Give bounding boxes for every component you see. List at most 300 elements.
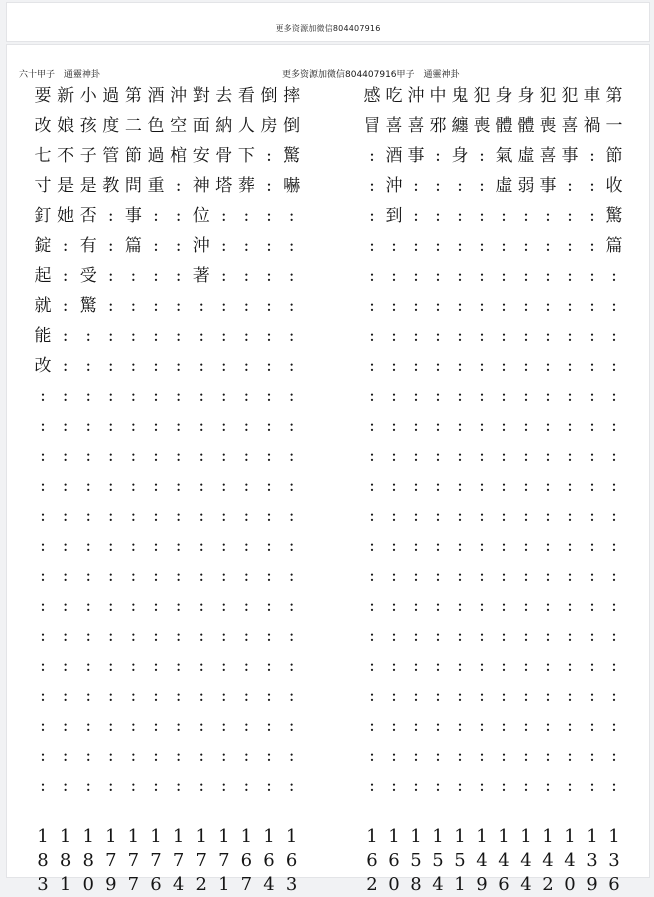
leader-dots: :: [501, 686, 507, 706]
leader-dots: :: [523, 446, 529, 466]
top-banner: [6, 2, 650, 42]
leader-dots: :: [545, 506, 551, 526]
leader-dots: :: [501, 236, 507, 256]
leader-dots: :: [288, 686, 295, 706]
leader-dots: :: [611, 296, 617, 316]
leader-dots: :: [243, 296, 250, 316]
leader-dots: :: [369, 746, 375, 766]
leader-dots: :: [153, 386, 159, 406]
leader-dots: :: [391, 566, 397, 586]
leader-dots: :: [501, 596, 507, 616]
right-toc-entry: [582, 81, 602, 897]
leader-dots: :: [220, 326, 227, 346]
toc-char: 改: [34, 356, 52, 376]
leader-dots: :: [567, 566, 573, 586]
leader-dots: :: [391, 716, 397, 736]
leader-dots: :: [243, 746, 250, 766]
right-section-title: 甲子: [396, 70, 415, 80]
leader-dots: :: [266, 236, 272, 256]
leader-dots: :: [369, 146, 375, 166]
toc-char: 是: [79, 176, 97, 196]
leader-dots: :: [40, 626, 46, 646]
leader-dots: :: [545, 236, 551, 256]
toc-char: 收: [605, 176, 623, 196]
leader-dots: :: [611, 626, 617, 646]
toc-char: 驚: [605, 206, 623, 226]
toc-char: 驚: [79, 296, 97, 316]
left-toc-entry: [259, 81, 279, 897]
leader-dots: :: [266, 596, 272, 616]
leader-dots: :: [391, 236, 397, 256]
leader-dots: :: [243, 416, 250, 436]
leader-dots: :: [288, 296, 295, 316]
leader-dots: :: [175, 596, 182, 616]
leader-dots: :: [107, 446, 114, 466]
toc-char: 驚: [283, 146, 301, 166]
toc-char: 是: [57, 176, 75, 196]
toc-char: 事: [124, 206, 142, 226]
leader-dots: :: [479, 596, 485, 616]
leader-dots: :: [266, 176, 272, 196]
page-number: 1 7 7: [127, 826, 140, 895]
leader-dots: :: [153, 566, 159, 586]
leader-dots: :: [567, 206, 573, 226]
leader-dots: :: [243, 776, 250, 796]
leader-dots: :: [107, 506, 114, 526]
leader-dots: :: [457, 686, 463, 706]
leader-dots: :: [369, 326, 375, 346]
left-toc-entry: [33, 81, 53, 897]
leader-dots: :: [369, 566, 375, 586]
leader-dots: :: [175, 656, 182, 676]
leader-dots: :: [567, 686, 573, 706]
leader-dots: :: [413, 536, 419, 556]
leader-dots: :: [220, 686, 227, 706]
toc-char: 虛: [517, 146, 535, 166]
leader-dots: :: [413, 656, 419, 676]
leader-dots: :: [501, 656, 507, 676]
leader-dots: :: [479, 746, 485, 766]
leader-dots: :: [62, 776, 69, 796]
leader-dots: :: [220, 296, 227, 316]
leader-dots: :: [220, 746, 227, 766]
page-number: 1 6 2: [366, 826, 378, 895]
leader-dots: :: [198, 506, 205, 526]
leader-dots: :: [153, 686, 159, 706]
leader-dots: :: [567, 506, 573, 526]
leader-dots: :: [220, 506, 227, 526]
leader-dots: :: [413, 686, 419, 706]
leader-dots: :: [589, 236, 595, 256]
leader-dots: :: [611, 416, 617, 436]
left-toc-entry: [169, 81, 189, 897]
left-toc-entry: [101, 81, 121, 897]
leader-dots: :: [369, 506, 375, 526]
leader-dots: :: [479, 296, 485, 316]
leader-dots: :: [589, 686, 595, 706]
leader-dots: :: [413, 746, 419, 766]
toc-char: 身: [495, 86, 513, 106]
right-watermark: 更多资源加微信804407916: [282, 70, 397, 80]
right-toc-entry: [538, 81, 558, 897]
leader-dots: :: [369, 686, 375, 706]
page-number: 1 7 2: [195, 826, 207, 895]
leader-dots: :: [567, 326, 573, 346]
leader-dots: :: [523, 326, 529, 346]
leader-dots: :: [567, 416, 573, 436]
leader-dots: :: [288, 356, 295, 376]
toc-char: 看: [237, 86, 255, 106]
leader-dots: :: [130, 656, 137, 676]
leader-dots: :: [545, 596, 551, 616]
page-number: 1 3 9: [586, 826, 598, 895]
leader-dots: :: [198, 656, 205, 676]
leader-dots: :: [153, 356, 159, 376]
leader-dots: :: [40, 686, 46, 706]
leader-dots: :: [220, 656, 227, 676]
leader-dots: :: [175, 326, 182, 346]
leader-dots: :: [107, 746, 114, 766]
toc-char: 新: [57, 86, 75, 106]
page-number: 1 6 3: [285, 826, 298, 895]
leader-dots: :: [107, 236, 114, 256]
toc-char: 葬: [237, 176, 255, 196]
leader-dots: :: [479, 176, 485, 196]
leader-dots: :: [567, 476, 573, 496]
leader-dots: :: [40, 536, 46, 556]
leader-dots: :: [40, 386, 46, 406]
leader-dots: :: [107, 206, 114, 226]
toc-char: 倒: [283, 116, 301, 136]
leader-dots: :: [220, 596, 227, 616]
leader-dots: :: [175, 746, 182, 766]
leader-dots: :: [545, 656, 551, 676]
leader-dots: :: [567, 446, 573, 466]
leader-dots: :: [153, 536, 159, 556]
leader-dots: :: [220, 626, 227, 646]
leader-dots: :: [457, 476, 463, 496]
leader-dots: :: [457, 446, 463, 466]
leader-dots: :: [62, 296, 69, 316]
banner-text: 更多资源加微信804407916: [275, 24, 381, 33]
leader-dots: :: [266, 146, 272, 166]
leader-dots: :: [391, 326, 397, 346]
leader-dots: :: [567, 656, 573, 676]
leader-dots: :: [130, 566, 137, 586]
leader-dots: :: [413, 416, 419, 436]
leader-dots: :: [501, 446, 507, 466]
toc-char: 體: [495, 116, 513, 136]
leader-dots: :: [62, 536, 69, 556]
leader-dots: :: [589, 446, 595, 466]
leader-dots: :: [501, 746, 507, 766]
right-toc-entry: [516, 81, 536, 897]
leader-dots: :: [545, 326, 551, 346]
leader-dots: :: [391, 506, 397, 526]
leader-dots: :: [501, 266, 507, 286]
leader-dots: :: [523, 716, 529, 736]
leader-dots: :: [175, 476, 182, 496]
toc-char: 冒: [363, 116, 381, 136]
leader-dots: :: [545, 626, 551, 646]
leader-dots: :: [413, 296, 419, 316]
leader-dots: :: [391, 416, 397, 436]
leader-dots: :: [435, 476, 441, 496]
leader-dots: :: [413, 326, 419, 346]
leader-dots: :: [457, 716, 463, 736]
leader-dots: :: [198, 716, 205, 736]
leader-dots: :: [435, 746, 441, 766]
leader-dots: :: [266, 566, 272, 586]
leader-dots: :: [369, 176, 375, 196]
page-number: 1 8 0: [82, 826, 94, 895]
leader-dots: :: [243, 206, 250, 226]
leader-dots: :: [220, 266, 227, 286]
leader-dots: :: [501, 206, 507, 226]
page-number: 1 4 4: [520, 826, 532, 895]
leader-dots: :: [266, 446, 272, 466]
page-number: 1 8 3: [37, 826, 49, 895]
toc-char: 孩: [79, 116, 97, 136]
leader-dots: :: [479, 566, 485, 586]
leader-dots: :: [611, 746, 617, 766]
leader-dots: :: [85, 746, 92, 766]
leader-dots: :: [175, 626, 182, 646]
leader-dots: :: [198, 566, 205, 586]
toc-char: 空: [170, 116, 188, 136]
leader-dots: :: [523, 596, 529, 616]
leader-dots: :: [85, 686, 92, 706]
leader-dots: :: [175, 506, 182, 526]
toc-char: 喜: [561, 116, 579, 136]
page-number: 1 5 1: [454, 826, 466, 895]
leader-dots: :: [85, 536, 92, 556]
leader-dots: :: [479, 716, 485, 736]
leader-dots: :: [545, 356, 551, 376]
leader-dots: :: [220, 536, 227, 556]
leader-dots: :: [107, 386, 114, 406]
leader-dots: :: [266, 686, 272, 706]
leader-dots: :: [153, 746, 159, 766]
toc-char: 著: [192, 266, 210, 286]
leader-dots: :: [611, 326, 617, 346]
leader-dots: :: [611, 566, 617, 586]
leader-dots: :: [198, 536, 205, 556]
leader-dots: :: [435, 266, 441, 286]
leader-dots: :: [435, 386, 441, 406]
leader-dots: :: [288, 206, 295, 226]
leader-dots: :: [130, 776, 137, 796]
leader-dots: :: [589, 506, 595, 526]
leader-dots: :: [107, 326, 114, 346]
leader-dots: :: [479, 326, 485, 346]
leader-dots: :: [457, 176, 463, 196]
page-number: 1 8 1: [59, 826, 72, 895]
leader-dots: :: [175, 296, 182, 316]
leader-dots: :: [589, 266, 595, 286]
leader-dots: :: [545, 386, 551, 406]
leader-dots: :: [391, 536, 397, 556]
leader-dots: :: [545, 776, 551, 796]
toc-char: 骨: [215, 146, 233, 166]
toc-char: 錠: [34, 236, 52, 256]
leader-dots: :: [369, 716, 375, 736]
leader-dots: :: [40, 506, 46, 526]
leader-dots: :: [243, 506, 250, 526]
leader-dots: :: [85, 656, 92, 676]
leader-dots: :: [545, 416, 551, 436]
leader-dots: :: [457, 206, 463, 226]
toc-char: 事: [561, 146, 579, 166]
leader-dots: :: [391, 266, 397, 286]
leader-dots: :: [153, 236, 159, 256]
toc-char: 酒: [147, 86, 165, 106]
leader-dots: :: [435, 446, 441, 466]
toc-char: 子: [79, 146, 97, 166]
leader-dots: :: [413, 206, 419, 226]
leader-dots: :: [457, 326, 463, 346]
leader-dots: :: [457, 626, 463, 646]
leader-dots: :: [413, 356, 419, 376]
leader-dots: :: [266, 506, 272, 526]
leader-dots: :: [153, 296, 159, 316]
toc-char: 沖: [385, 176, 403, 196]
leader-dots: :: [40, 656, 46, 676]
leader-dots: :: [220, 476, 227, 496]
leader-dots: :: [391, 356, 397, 376]
leader-dots: :: [413, 236, 419, 256]
toc-char: 事: [407, 146, 425, 166]
toc-char: 氣: [495, 146, 513, 166]
leader-dots: :: [457, 386, 463, 406]
leader-dots: :: [589, 746, 595, 766]
leader-dots: :: [479, 356, 485, 376]
leader-dots: :: [198, 686, 205, 706]
leader-dots: :: [175, 416, 182, 436]
leader-dots: :: [130, 626, 137, 646]
leader-dots: :: [589, 326, 595, 346]
leader-dots: :: [130, 266, 137, 286]
toc-char: 有: [79, 236, 97, 256]
leader-dots: :: [611, 506, 617, 526]
toc-char: 喜: [407, 116, 425, 136]
page-number: 1 4 6: [498, 826, 510, 895]
leader-dots: :: [288, 266, 295, 286]
leader-dots: :: [130, 686, 137, 706]
leader-dots: :: [153, 776, 159, 796]
toc-char: 喜: [539, 146, 557, 166]
right-toc-entry: [428, 81, 448, 897]
leader-dots: :: [501, 386, 507, 406]
leader-dots: :: [153, 626, 159, 646]
toc-char: 去: [215, 86, 233, 106]
leader-dots: :: [413, 596, 419, 616]
toc-char: 喪: [473, 116, 491, 136]
leader-dots: :: [501, 566, 507, 586]
leader-dots: :: [413, 626, 419, 646]
leader-dots: :: [457, 536, 463, 556]
leader-dots: :: [266, 476, 272, 496]
leader-dots: :: [501, 416, 507, 436]
toc-char: 對: [192, 86, 210, 106]
toc-char: 娘: [57, 116, 75, 136]
leader-dots: :: [589, 356, 595, 376]
leader-dots: :: [611, 776, 617, 796]
leader-dots: :: [523, 386, 529, 406]
leader-dots: :: [266, 206, 272, 226]
leader-dots: :: [175, 386, 182, 406]
leader-dots: :: [107, 686, 114, 706]
leader-dots: :: [523, 656, 529, 676]
leader-dots: :: [243, 326, 250, 346]
toc-char: 到: [385, 206, 403, 226]
toc-char: 車: [583, 86, 601, 106]
page-number: 1 5 4: [432, 826, 444, 895]
leader-dots: :: [589, 416, 595, 436]
toc-char: 一: [605, 116, 623, 136]
leader-dots: :: [523, 746, 529, 766]
page-number: 1 3 6: [608, 826, 620, 895]
toc-char: 下: [237, 146, 255, 166]
leader-dots: :: [220, 716, 227, 736]
leader-dots: :: [413, 476, 419, 496]
leader-dots: :: [567, 386, 573, 406]
leader-dots: :: [391, 596, 397, 616]
leader-dots: :: [479, 206, 485, 226]
leader-dots: :: [243, 596, 250, 616]
page-number: 1 7 1: [218, 826, 230, 895]
leader-dots: :: [243, 656, 250, 676]
leader-dots: :: [391, 386, 397, 406]
toc-char: 能: [34, 326, 52, 346]
leader-dots: :: [435, 506, 441, 526]
leader-dots: :: [369, 476, 375, 496]
leader-dots: :: [266, 416, 272, 436]
toc-char: 納: [215, 116, 233, 136]
leader-dots: :: [62, 686, 69, 706]
leader-dots: :: [479, 626, 485, 646]
leader-dots: :: [175, 176, 182, 196]
left-toc-entry: [214, 81, 234, 897]
leader-dots: :: [107, 656, 114, 676]
leader-dots: :: [243, 566, 250, 586]
toc-char: 犯: [561, 86, 579, 106]
toc-char: 不: [57, 146, 75, 166]
leader-dots: :: [62, 656, 69, 676]
leader-dots: :: [85, 776, 92, 796]
page-number: 1 4 0: [564, 826, 576, 895]
toc-char: 沖: [170, 86, 188, 106]
leader-dots: :: [435, 536, 441, 556]
leader-dots: :: [107, 356, 114, 376]
leader-dots: :: [435, 296, 441, 316]
toc-char: 棺: [170, 146, 188, 166]
leader-dots: :: [266, 716, 272, 736]
leader-dots: :: [266, 386, 272, 406]
toc-char: 事: [539, 176, 557, 196]
toc-char: 過: [147, 146, 165, 166]
leader-dots: :: [198, 476, 205, 496]
toc-char: 犯: [473, 86, 491, 106]
leader-dots: :: [523, 476, 529, 496]
leader-dots: :: [153, 476, 159, 496]
leader-dots: :: [130, 596, 137, 616]
leader-dots: :: [479, 536, 485, 556]
leader-dots: :: [567, 536, 573, 556]
leader-dots: :: [567, 266, 573, 286]
leader-dots: :: [85, 506, 92, 526]
leader-dots: :: [130, 416, 137, 436]
